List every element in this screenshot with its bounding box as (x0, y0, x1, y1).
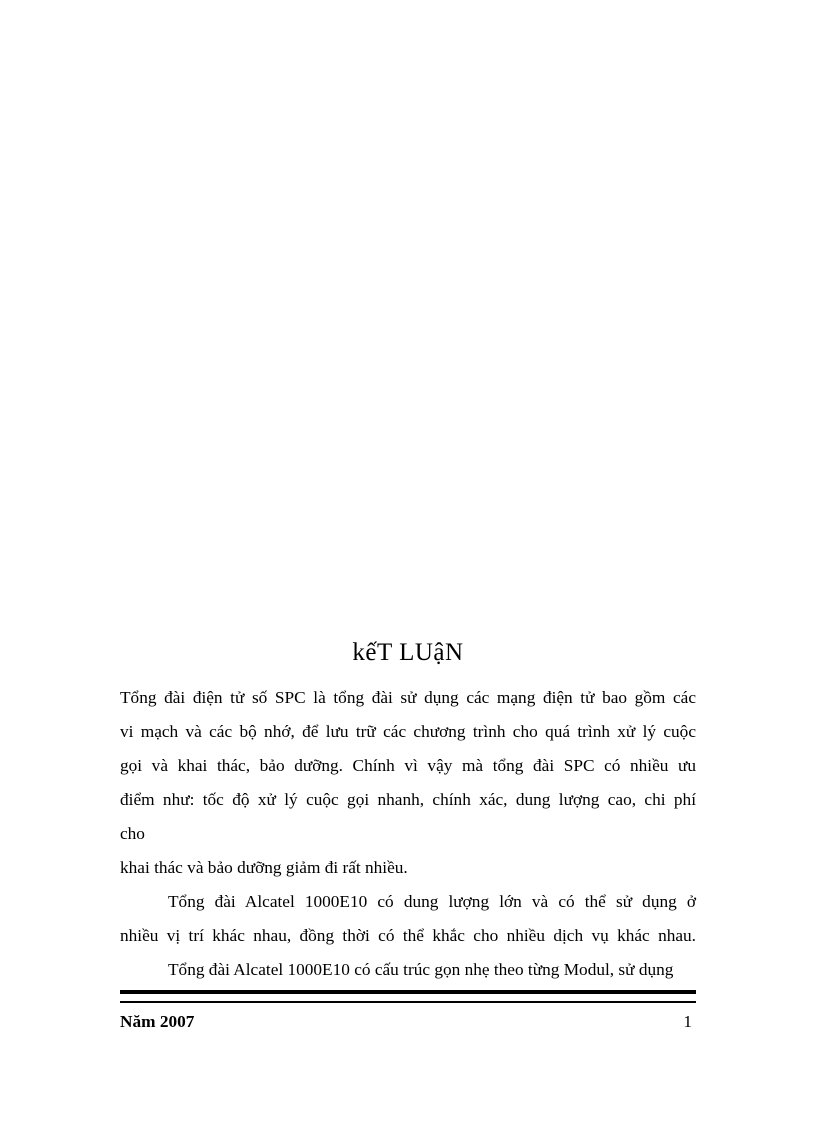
paragraph-3-line-1: Tổng đài Alcatel 1000E10 có dung lượng lớn và có thể sử dụng ở (168, 892, 696, 911)
paragraph-1 (120, 681, 696, 851)
paragraph-3-line-2: nhiều vị trí khác nhau, đồng thời có thể khắc cho nhiều dịch vụ khác nhau. (120, 926, 696, 945)
paragraph-1-line-4: điểm như: tốc độ xử lý cuộc gọi nhanh, chính xác, dung lượng cao, chi phí (120, 790, 696, 809)
paragraph-2: khai thác và bảo dưỡng giảm đi rất nhiều. (120, 858, 408, 877)
page-title: kếT LUậN (352, 639, 464, 666)
page-number: 1 (683, 1012, 692, 1031)
paragraph-3 (120, 885, 696, 987)
footer-year: Năm 2007 (120, 1012, 195, 1031)
paragraph-1-line-3: gọi và khai thác, bảo dưỡng. Chính vì vậy mà tổng đài SPC có nhiều ưu (120, 756, 696, 775)
paragraph-3-line-3: Tổng đài Alcatel 1000E10 có cấu trúc gọn nhẹ theo từng Modul, sử dụng (168, 960, 674, 979)
footer-rule-thin (120, 1001, 696, 1003)
paragraph-1-line-2: vi mạch và các bộ nhớ, để lưu trữ các chương trình cho quá trình xử lý cuộc (120, 722, 696, 741)
footer-rule-thick (120, 990, 696, 994)
paragraph-1-line-1: Tổng đài điện tử số SPC là tổng đài sử dụng các mạng điện tử bao gồm các (120, 688, 696, 707)
body-text (120, 681, 696, 987)
paragraph-1-line-5: cho (120, 824, 145, 843)
